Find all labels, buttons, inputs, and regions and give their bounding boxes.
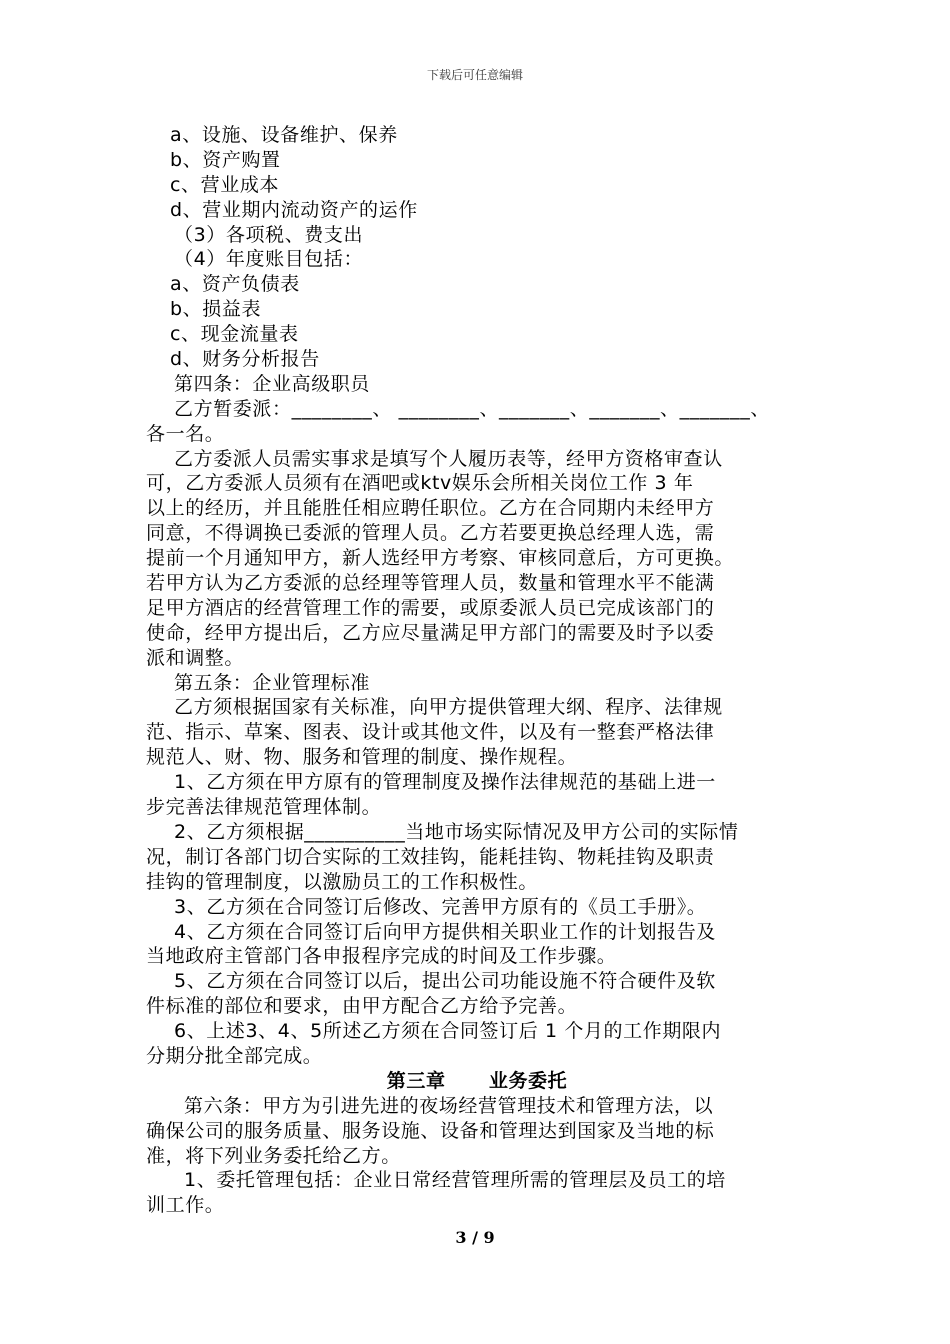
text-line: 足甲方酒店的经营管理工作的需要，或原委派人员已完成该部门的: [146, 596, 715, 619]
text-line: 各一名。: [146, 422, 225, 445]
text-line: a、设施、设备维护、保养: [170, 124, 398, 146]
text-line: 1、委托管理包括：企业日常经营管理所需的管理层及员工的培: [184, 1169, 726, 1192]
text-line: 同意，不得调换已委派的管理人员。乙方若要更换总经理人选，需: [146, 522, 715, 545]
text-line: 提前一个月通知甲方，新人选经甲方考察、审核同意后，方可更换。: [146, 547, 735, 570]
text-line: 挂钩的管理制度，以激励员工的工作积极性。: [146, 870, 539, 893]
text-line: 训工作。: [146, 1194, 225, 1217]
text-line: 6、上述3、4、5所述乙方须在合同签订后 1 个月的工作期限内: [174, 1020, 722, 1043]
text-line: 可，乙方委派人员须有在酒吧或ktv娱乐会所相关岗位工作 3 年: [146, 472, 694, 495]
text-line: 3、乙方须在合同签订后修改、完善甲方原有的《员工手册》。: [174, 895, 707, 918]
text-line: b、资产购置: [170, 148, 281, 171]
text-line: 使命，经甲方提出后，乙方应尽量满足甲方部门的需要及时予以委: [146, 621, 715, 644]
text-line: 况，制订各部门切合实际的工效挂钩，能耗挂钩、物耗挂钩及职责: [146, 845, 715, 868]
text-line: c、现金流量表: [170, 323, 299, 346]
text-line: 以上的经历，并且能胜任相应聘任职位。乙方在合同期内未经甲方: [146, 497, 715, 520]
text-line: c、营业成本: [170, 173, 280, 196]
document-body: [146, 123, 808, 1218]
text-line: d、营业期内流动资产的运作: [170, 198, 418, 221]
text-line: 分期分批全部完成。: [146, 1044, 323, 1067]
text-line: 第四条：企业高级职员: [174, 372, 371, 395]
text-line: 乙方须根据国家有关标准，向甲方提供管理大纲、程序、法律规: [174, 696, 723, 719]
text-line: 2、乙方须根据__________当地市场实际情况及甲方公司的实际情: [174, 820, 739, 843]
chapter-heading: 第三章 业务委托: [386, 1069, 568, 1092]
text-line: 件标准的部位和要求，由甲方配合乙方给予完善。: [146, 995, 578, 1018]
text-line: （4）年度账目包括：: [174, 248, 364, 271]
text-line: 乙方暂委派：________、 ________、_______、_______、_______、: [174, 397, 770, 420]
text-line: 准，将下列业务委托给乙方。: [146, 1144, 401, 1167]
text-line: 若甲方认为乙方委派的总经理等管理人员，数量和管理水平不能满: [146, 572, 715, 595]
text-line: b、损益表: [170, 298, 262, 321]
text-line: 派和调整。: [146, 646, 245, 669]
text-line: 乙方委派人员需实事求是填写个人履历表等，经甲方资格审查认: [174, 447, 723, 470]
text-line: 5、乙方须在合同签订以后，提出公司功能设施不符合硬件及软: [174, 970, 716, 993]
text-line: 1、乙方须在甲方原有的管理制度及操作法律规范的基础上进一: [174, 771, 716, 794]
text-line: 确保公司的服务质量、服务设施、设备和管理达到国家及当地的标: [146, 1119, 715, 1142]
text-line: 4、乙方须在合同签订后向甲方提供相关职业工作的计划报告及: [174, 920, 716, 943]
text-line: 第六条：甲方为引进先进的夜场经营管理技术和管理方法，以: [184, 1094, 714, 1117]
text-line: 当地政府主管部门各申报程序完成的时间及工作步骤。: [146, 945, 617, 968]
text-line: 步完善法律规范管理体制。: [146, 796, 382, 819]
text-line: d、财务分析报告: [170, 348, 320, 371]
text-line: 规范人、财、物、服务和管理的制度、操作规程。: [146, 746, 578, 769]
text-line: a、资产负债表: [170, 273, 300, 296]
text-line: 第五条：企业管理标准: [174, 671, 371, 694]
page-header: 下载后可任意编辑: [426, 68, 523, 82]
text-line: 范、指示、草案、图表、设计或其他文件，以及有一整套严格法律: [146, 721, 715, 744]
page-number: 3 / 9: [455, 1228, 495, 1247]
text-line: （3）各项税、费支出: [174, 223, 364, 246]
